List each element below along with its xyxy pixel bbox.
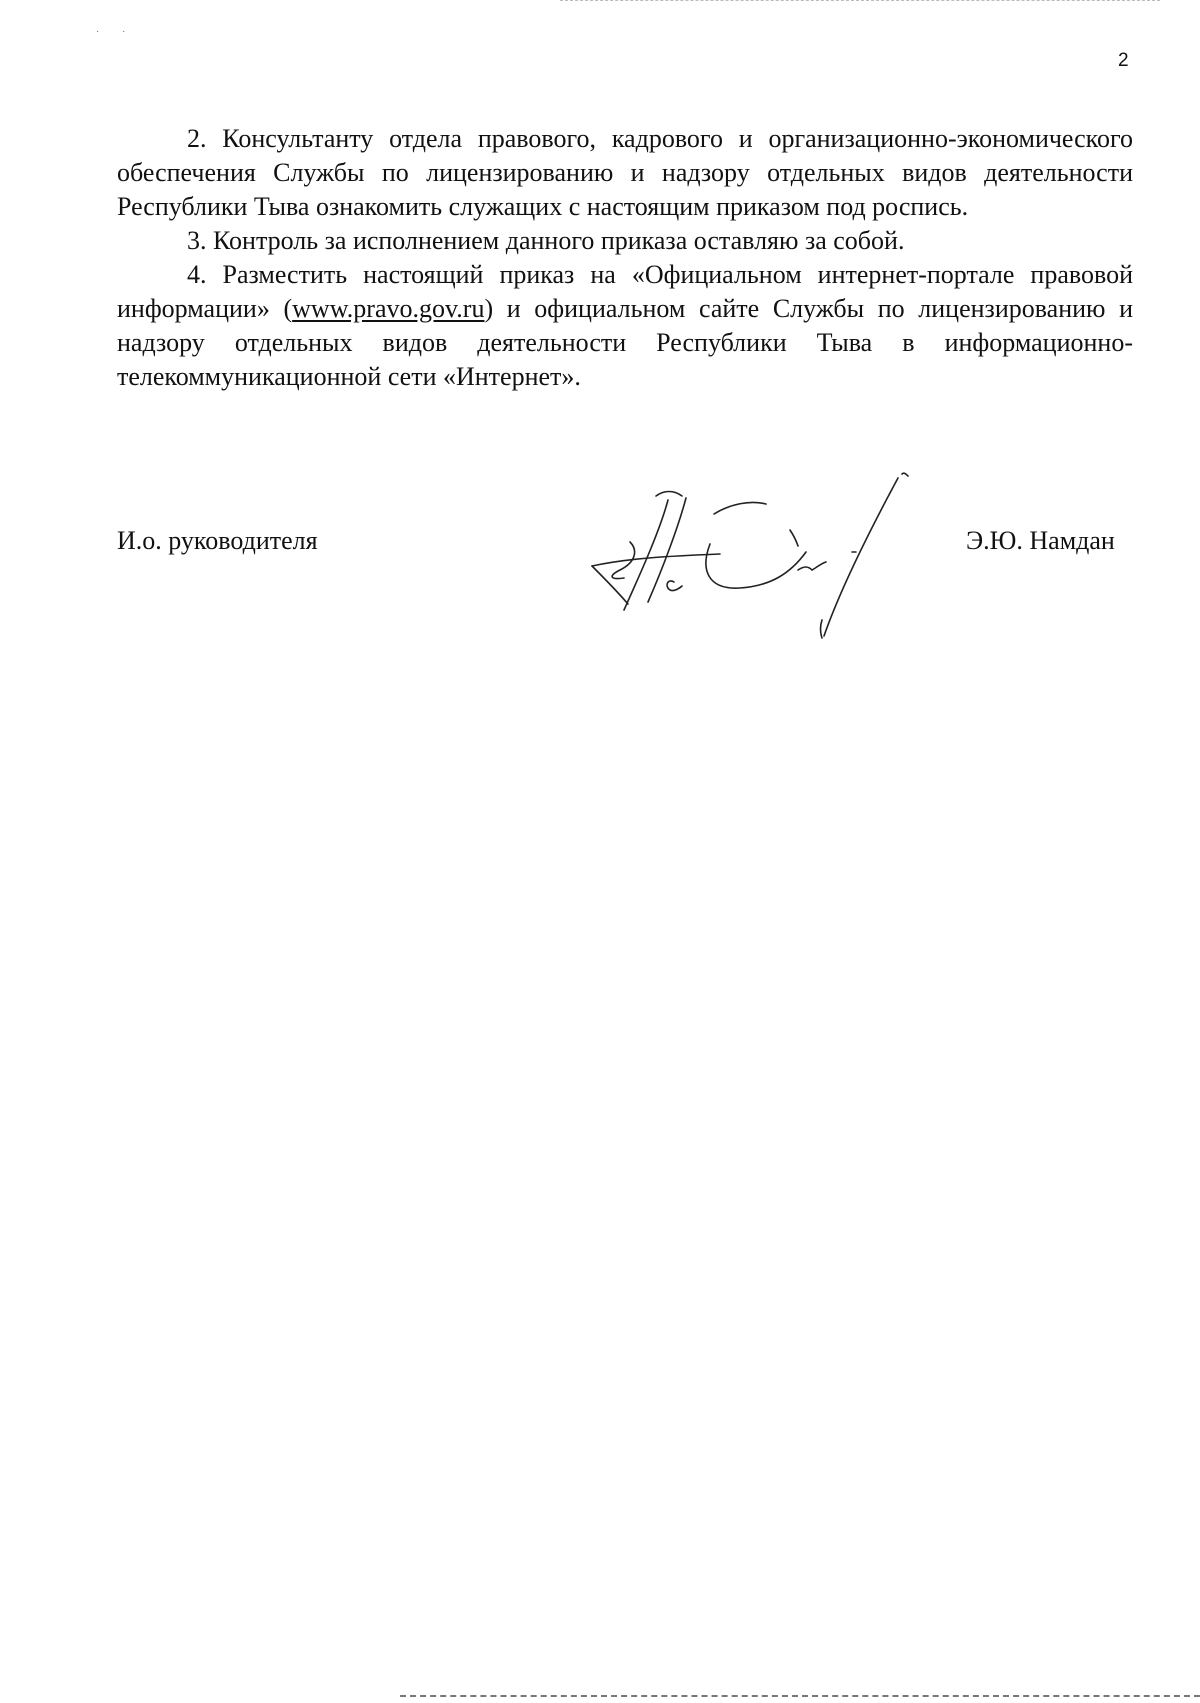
paragraph-4-text-end: ) и официальном сайте Службы по лицензированию и надзору отдельных видов деятельности Республики Тыва в информационно-телекоммуникационной сети «Интернет». (117, 294, 1134, 391)
scan-specks: · · (96, 26, 136, 37)
document-body (117, 122, 1133, 394)
signer-name: Э.Ю. Намдан (966, 526, 1115, 555)
handwritten-signature (590, 470, 960, 640)
paragraph-2: 2. Консультанту отдела правового, кадрового и организационно-экономического обеспечения Службы по лицензированию и надзору отдельных видов деятельности Республики Тыва ознакомить служащих с настоящим приказом под роспись. (117, 124, 1133, 221)
pravo-gov-link[interactable]: www.pravo.gov.ru (292, 294, 485, 323)
scan-edge-bottom (400, 1695, 1200, 1697)
paragraph-4 (117, 258, 1133, 394)
paragraph-3: 3. Контроль за исполнением данного приказа оставляю за собой. (187, 226, 905, 255)
signer-title: И.о. руководителя (117, 526, 318, 555)
scan-edge-top (560, 0, 1160, 1)
paragraph-4-text-start: 4. Разместить настоящий приказ на «Официальном интернет-портале правовой информации» ( (117, 260, 1133, 323)
page-number: 2 (1118, 50, 1129, 71)
